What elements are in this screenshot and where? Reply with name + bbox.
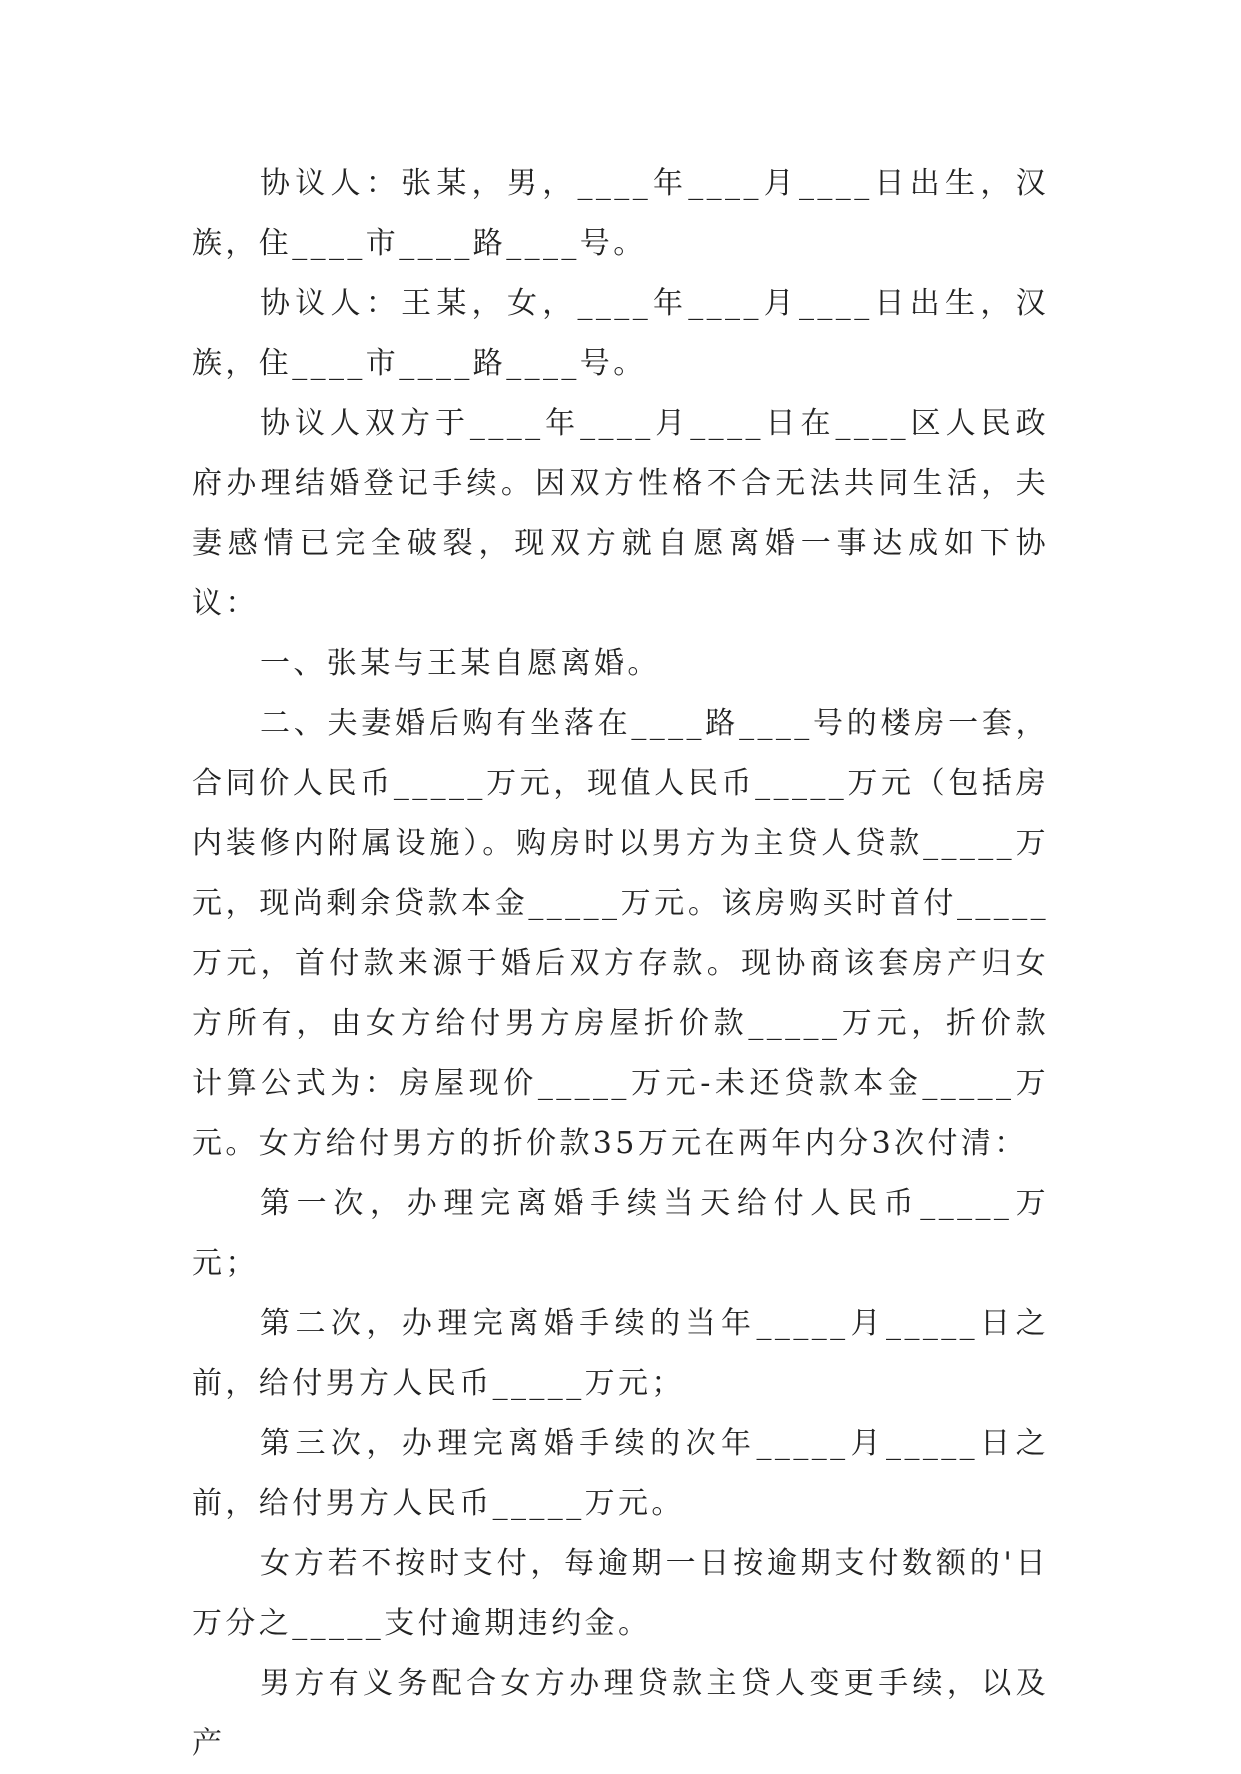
party-male-paragraph: 协议人：张某，男，____年____月____日出生，汉族，住____市____路____号。 <box>192 166 1049 261</box>
payment-first-paragraph: 第一次，办理完离婚手续当天给付人民币_____万元； <box>192 1186 1049 1281</box>
marriage-background-paragraph: 协议人双方于____年____月____日在____区人民政府办理结婚登记手续。因双方性格不合无法共同生活，夫妻感情已完全破裂，现双方就自愿离婚一事达成如下协议： <box>192 406 1049 621</box>
payment-second-paragraph: 第二次，办理完离婚手续的当年_____月_____日之前，给付男方人民币_____万元； <box>192 1306 1049 1401</box>
loan-transfer-paragraph: 男方有义务配合女方办理贷款主贷人变更手续，以及产 <box>192 1666 1049 1761</box>
clause-2-paragraph: 二、夫妻婚后购有坐落在____路____号的楼房一套，合同价人民币_____万元，现值人民币_____万元（包括房内装修内附属设施）。购房时以男方为主贷人贷款_____万元，现尚剩余贷款本金_____万元。该房购买时首付_____万元，首付款来源于婚后双方存款。现协商该套房产归女方所有，由女方给付男方房屋折价款_____万元，折价款计算公式为：房屋现价_____万元-未还贷款本金_____万元。女方给付男方的折价款35万元在两年内分3次付清： <box>192 706 1049 1161</box>
clause-1-paragraph: 一、张某与王某自愿离婚。 <box>260 646 661 681</box>
document-body <box>192 154 1049 1774</box>
penalty-paragraph: 女方若不按时支付，每逾期一日按逾期支付数额的'日万分之_____支付逾期违约金。 <box>192 1546 1049 1641</box>
payment-third-paragraph: 第三次，办理完离婚手续的次年_____月_____日之前，给付男方人民币_____万元。 <box>192 1426 1049 1521</box>
party-female-paragraph: 协议人：王某，女，____年____月____日出生，汉族，住____市____路____号。 <box>192 286 1049 381</box>
